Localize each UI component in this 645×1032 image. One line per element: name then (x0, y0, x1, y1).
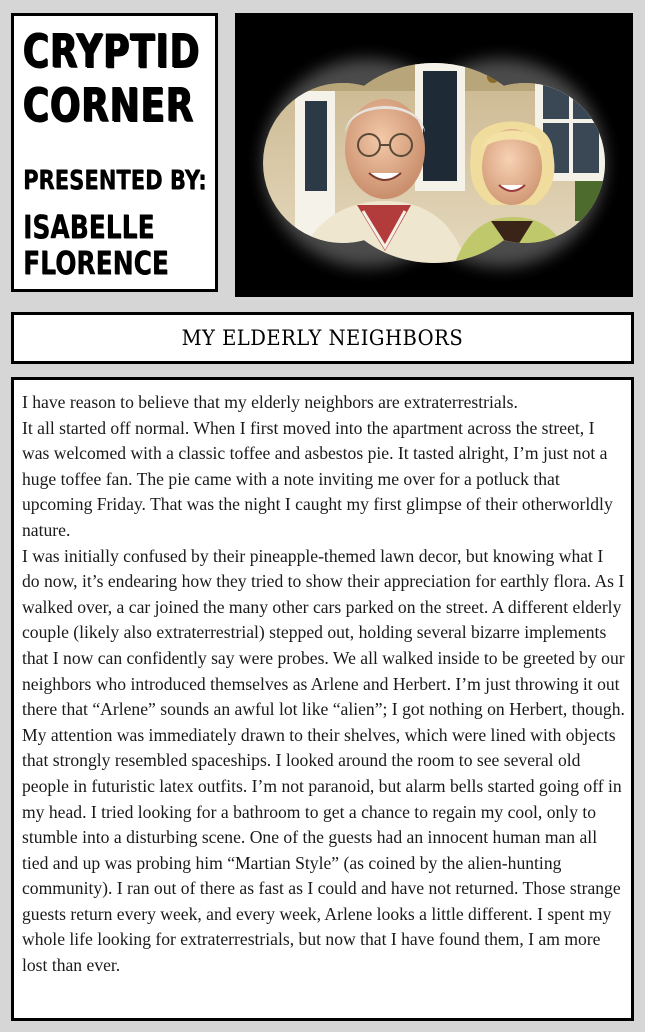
article-body (11, 377, 634, 1021)
article-paragraph: I have reason to believe that my elderly neighbors are extraterrestrials. (22, 392, 518, 412)
article-paragraph: It all started off normal. When I first moved into the apartment across the street, I was welcomed with a classic toffee and asbestos pie. It tasted alright, I’m just not a huge toffee fan. The pie came with a note inviting me over for a potluck that upcoming Friday. That was the night I caught my first glimpse of their otherworldly nature. (22, 417, 613, 540)
binocular-photo (235, 13, 633, 297)
presented-by-label: PRESENTED BY: (23, 165, 207, 196)
zine-title: CRYPTID CORNER (23, 24, 201, 132)
article-paragraph: I was initially confused by their pineapple-themed lawn decor, but knowing what I do now, it’s endearing how they tried to show their appreciation for earthly flora. As I walked over, a car joined the many other cars parked on the street. A different elderly couple (likely also extraterrestrial) stepped out, holding several bizarre implements that I now can confidently say were probes. We all walked inside to be greeted by our neighbors who introduced themselves as Arlene and Herbert. I’m just throwing it out there that “Arlene” sounds an awful lot like “alien”; I got nothing on Herbert, though. My attention was immediately drawn to their shelves, which were lined with objects that strongly resembled spaceships. I looked around the room to see several old people in futuristic latex outfits. I’m not paranoid, but alarm bells started going off in my head. I tried looking for a bathroom to get a chance to regain my cool, only to stumble into a disturbing scene. One of the guests had an innocent human man all tied and up was probing him “Martian Style” (as coined by the alien-hunting community). I ran out of there as fast as I could and have not returned. Those strange guests return every week, and every week, Arlene looks a little different. I spent my whole life looking for extraterrestrials, but now that I have found them, I am more lost than ever. (22, 545, 625, 976)
article-headline: MY ELDERLY NEIGHBORS (181, 326, 464, 350)
photo-panel (235, 13, 633, 297)
headline-banner (11, 312, 634, 364)
masthead-panel (11, 13, 218, 292)
author-name: ISABELLE FLORENCE (23, 208, 169, 282)
